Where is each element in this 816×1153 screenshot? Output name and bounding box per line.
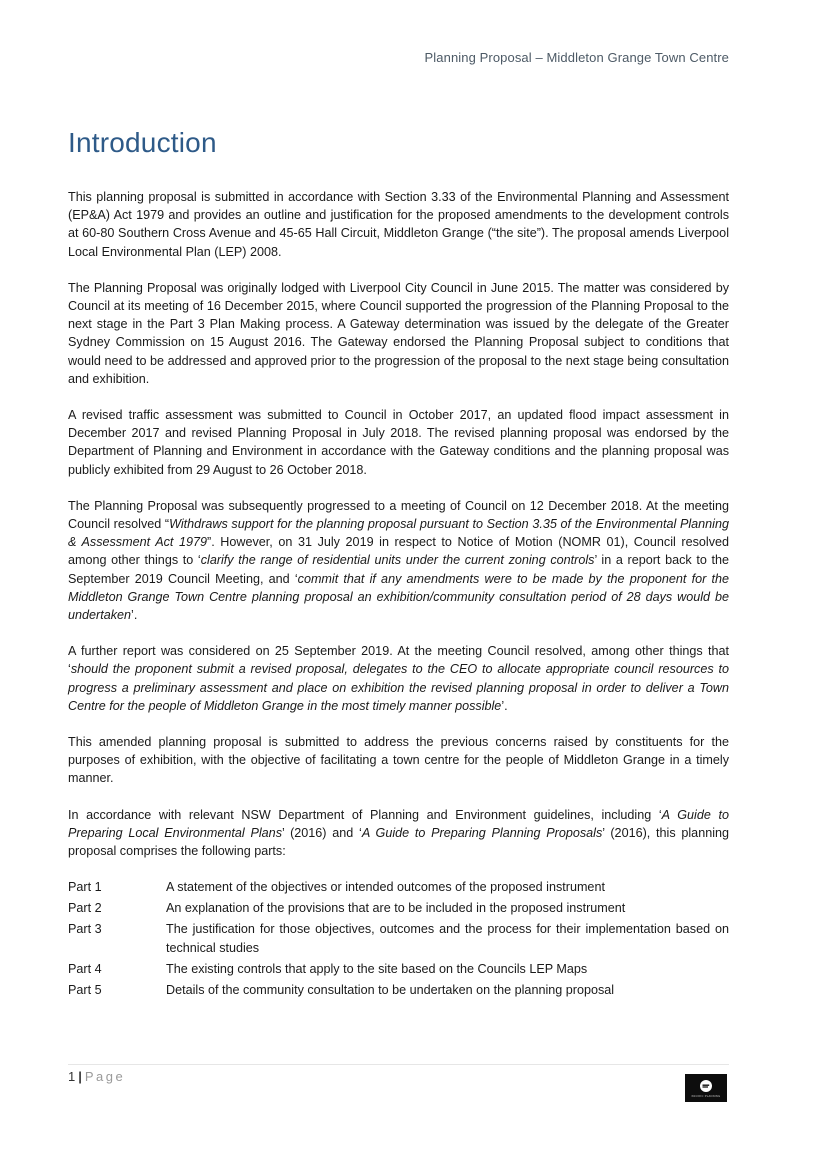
quoted-resolution: clarify the range of residential units under the current zoning controls (200, 553, 595, 568)
page-number-value: 1 (68, 1069, 76, 1084)
text-run: A further report was considered on 25 September 2019. At the meeting Council resolved, among other things that ‘ (68, 644, 729, 677)
list-item (68, 960, 729, 978)
list-item (68, 878, 729, 896)
part-label: Part 2 (68, 901, 102, 916)
body-text (68, 188, 729, 1002)
part-description: An explanation of the provisions that are to be included in the proposed instrument (166, 901, 626, 916)
part-description: The justification for those objectives, outcomes and the process for their implementation based on technical studies (166, 922, 729, 955)
paragraph-further-report (68, 642, 729, 715)
quoted-resolution: commit that if any amendments were to be made by the proponent for the Middleton Grange Town Centre planning proposal an exhibition/community consultation period of 28 days would be undertaken (68, 571, 729, 623)
logo-wordmark: PACIFIC PLANNING (691, 1094, 721, 1098)
part-label: Part 4 (68, 961, 102, 976)
paragraph-intro: This planning proposal is submitted in accordance with Section 3.33 of the Environmental Planning and Assessment (EP&A) Act 1979 and provides an outline and justification for the proposed amendments to the development controls at 60-80 Southern Cross Avenue and 45-65 Hall Circuit, Middleton Grange (“the site”). The proposal amends Liverpool Local Environmental Plan (LEP) 2008. (68, 190, 729, 259)
page-number (68, 1069, 125, 1084)
guide-title: A Guide to Preparing Local Environmental Plans (68, 807, 729, 840)
part-description: A statement of the objectives or intended outcomes of the proposed instrument (166, 880, 605, 895)
paragraph-guidelines (68, 806, 729, 861)
paragraph-amended-proposal: This amended planning proposal is submitted to address the previous concerns raised by constituents for the purposes of exhibition, with the objective of facilitating a town centre for the people of Middleton Grange in a timely manner. (68, 735, 729, 786)
company-logo (685, 1074, 727, 1102)
quoted-resolution: Withdraws support for the planning proposal pursuant to Section 3.35 of the Environmental Planning & Assessment Act 1979 (68, 517, 729, 550)
list-item (68, 920, 729, 956)
document-page (68, 0, 729, 1153)
running-header: Planning Proposal – Middleton Grange Town Centre (424, 50, 729, 65)
text-run: ’. (501, 698, 508, 713)
page-label: Page (84, 1069, 126, 1084)
part-description: Details of the community consultation to be undertaken on the planning proposal (166, 982, 615, 997)
pacific-planning-logo-icon (699, 1079, 713, 1093)
text-run: The Planning Proposal was subsequently progressed to a meeting of Council on 12 December 2018. At the meeting Council resolved “ (68, 498, 729, 532)
quoted-resolution: should the proponent submit a revised proposal, delegates to the CEO to allocate appropriate council resources to progress a preliminary assessment and place on exhibition the revised planning proposal in order to deliver a Town Centre for the people of Middleton Grange in the most timely manner possible (68, 662, 729, 713)
paragraph-history: The Planning Proposal was originally lodged with Liverpool City Council in June 2015. The matter was considered by Council at its meeting of 16 December 2015, where Council supported the progression of the Planning Proposal to the next stage in the Part 3 Plan Making process. A Gateway determination was issued by the delegate of the Greater Sydney Commission on 15 August 2016. The Gateway endorsed the Planning Proposal subject to conditions that would need to be addressed and approved prior to the progression of the proposal to the next stage being consultation and exhibition. (68, 280, 729, 386)
paragraph-council-resolution (68, 497, 729, 624)
part-label: Part 1 (68, 880, 102, 895)
page-title: Introduction (68, 127, 217, 158)
text-run: ’ (2016), this planning proposal comprises the following parts: (68, 825, 730, 859)
paragraph-revisions: A revised traffic assessment was submitted to Council in October 2017, an updated flood impact assessment in December 2017 and revised Planning Proposal in July 2018. The revised planning proposal was endorsed by the Department of Planning and Environment in accordance with the Gateway conditions and the planning proposal was publicly exhibited from 29 August to 26 October 2018. (68, 408, 729, 477)
parts-list (68, 878, 729, 998)
part-label: Part 3 (68, 922, 102, 937)
text-run: ”. However, on 31 July 2019 in respect to Notice of Motion (NOMR 01), Council resolved among other things to ‘ (68, 535, 729, 568)
text-run: ’. (131, 608, 138, 623)
part-label: Part 5 (68, 982, 102, 997)
page-separator: | (78, 1069, 82, 1084)
part-description: The existing controls that apply to the site based on the Councils LEP Maps (166, 961, 588, 976)
guide-title: A Guide to Preparing Planning Proposals (361, 825, 603, 840)
text-run: ’ in a report back to the September 2019 Council Meeting, and ‘ (68, 553, 729, 586)
text-run: In accordance with relevant NSW Department of Planning and Environment guidelines, including ‘ (68, 807, 662, 822)
list-item (68, 981, 729, 999)
text-run: ’ (2016) and ‘ (282, 825, 362, 840)
footer-divider (68, 1064, 729, 1065)
list-item (68, 899, 729, 917)
